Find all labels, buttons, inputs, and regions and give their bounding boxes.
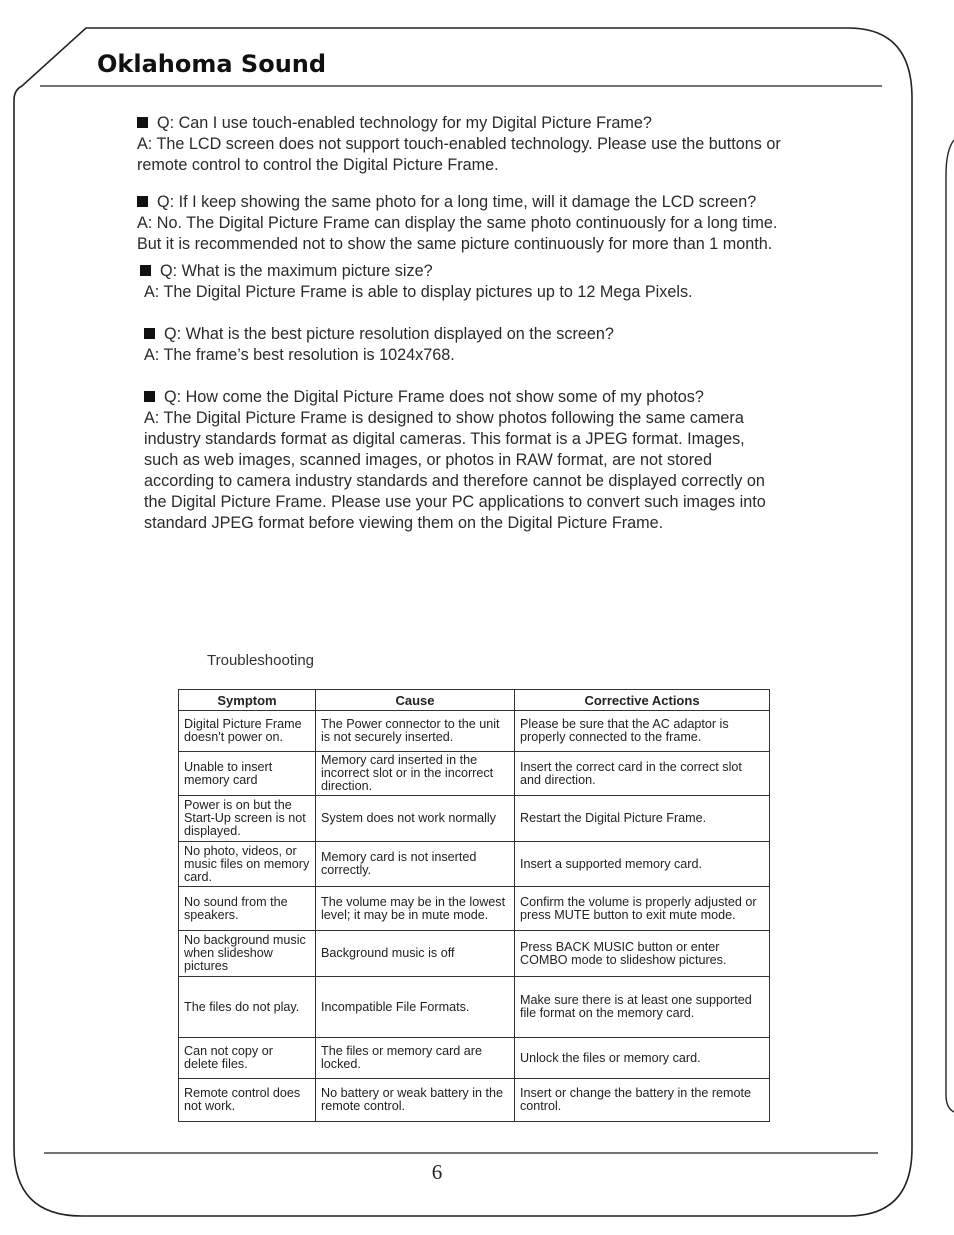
action-cell: Unlock the files or memory card. — [515, 1038, 770, 1079]
cause-cell: The files or memory card are locked. — [316, 1038, 515, 1079]
faq-item — [137, 113, 787, 176]
symptom-cell: Can not copy or delete files. — [179, 1038, 316, 1079]
table-row — [179, 752, 770, 796]
bullet-square-icon — [144, 328, 155, 339]
table-row — [179, 977, 770, 1038]
faq-answer: A: The Digital Picture Frame is designed to show photos following the same camera industry standards format as digital cameras. This format is a JPEG format. Images, such as web images, scanned images, or photos in RAW format, are not stored according to camera industry standards and therefore cannot be displayed correctly on the Digital Picture Frame. Please use your PC applications to convert such images into standard JPEG format before viewing them on the Digital Picture Frame. — [144, 409, 766, 532]
cause-cell: Memory card is not inserted correctly. — [316, 842, 515, 887]
faq-question: Q: If I keep showing the same photo for a long time, will it damage the LCD screen? — [137, 192, 787, 213]
column-header-corrective-actions: Corrective Actions — [515, 690, 770, 711]
action-cell: Insert a supported memory card. — [515, 842, 770, 887]
table-row — [179, 796, 770, 842]
faq-question: Q: What is the best picture resolution displayed on the screen? — [137, 324, 787, 345]
table-row — [179, 887, 770, 931]
action-cell: Press BACK MUSIC button or enter COMBO mode to slideshow pictures. — [515, 931, 770, 977]
page-number: 6 — [431, 1160, 443, 1184]
symptom-cell: The files do not play. — [179, 977, 316, 1038]
action-cell: Restart the Digital Picture Frame. — [515, 796, 770, 842]
column-header-symptom: Symptom — [179, 690, 316, 711]
symptom-cell: Unable to insert memory card — [179, 752, 316, 796]
faq-answer: A: The LCD screen does not support touch-enabled technology. Please use the buttons or remote control to control the Digital Picture Frame. — [137, 135, 781, 174]
faq-question: Q: How come the Digital Picture Frame does not show some of my photos? — [137, 387, 787, 408]
faq-item — [137, 387, 787, 534]
cause-cell: Memory card inserted in the incorrect slot or in the incorrect direction. — [316, 752, 515, 796]
faq-section — [137, 113, 787, 534]
table-row — [179, 1079, 770, 1122]
action-cell: Insert or change the battery in the remote control. — [515, 1079, 770, 1122]
symptom-cell: Digital Picture Frame doesn't power on. — [179, 711, 316, 752]
cause-cell: Background music is off — [316, 931, 515, 977]
cause-cell: Incompatible File Formats. — [316, 977, 515, 1038]
troubleshooting-title: Troubleshooting — [207, 652, 315, 669]
table-row — [179, 711, 770, 752]
cause-cell: The volume may be in the lowest level; it may be in mute mode. — [316, 887, 515, 931]
table-header-row — [179, 690, 770, 711]
bullet-square-icon — [137, 196, 148, 207]
cause-cell: System does not work normally — [316, 796, 515, 842]
symptom-cell: Remote control does not work. — [179, 1079, 316, 1122]
action-cell: Please be sure that the AC adaptor is properly connected to the frame. — [515, 711, 770, 752]
faq-item — [137, 192, 787, 255]
action-cell: Confirm the volume is properly adjusted or press MUTE button to exit mute mode. — [515, 887, 770, 931]
symptom-cell: No sound from the speakers. — [179, 887, 316, 931]
table-row — [179, 1038, 770, 1079]
brand-title: Oklahoma Sound — [97, 50, 327, 78]
bullet-square-icon — [144, 391, 155, 402]
faq-item — [137, 261, 787, 303]
cause-cell: The Power connector to the unit is not securely inserted. — [316, 711, 515, 752]
faq-answer: A: The frame’s best resolution is 1024x768. — [144, 346, 455, 364]
faq-item — [137, 324, 787, 366]
cause-cell: No battery or weak battery in the remote control. — [316, 1079, 515, 1122]
faq-answer: A: No. The Digital Picture Frame can display the same photo continuously for a long time. But it is recommended not to show the same picture continuously for more than 1 month. — [137, 214, 778, 253]
faq-question: Q: Can I use touch-enabled technology for my Digital Picture Frame? — [137, 113, 787, 134]
next-page-edge — [946, 140, 954, 1112]
table-row — [179, 931, 770, 977]
bullet-square-icon — [140, 265, 151, 276]
bullet-square-icon — [137, 117, 148, 128]
troubleshooting-table — [178, 689, 770, 1122]
column-header-cause: Cause — [316, 690, 515, 711]
table-row — [179, 842, 770, 887]
symptom-cell: Power is on but the Start-Up screen is not displayed. — [179, 796, 316, 842]
action-cell: Make sure there is at least one supported file format on the memory card. — [515, 977, 770, 1038]
faq-answer: A: The Digital Picture Frame is able to display pictures up to 12 Mega Pixels. — [144, 283, 693, 301]
symptom-cell: No photo, videos, or music files on memory card. — [179, 842, 316, 887]
action-cell: Insert the correct card in the correct slot and direction. — [515, 752, 770, 796]
faq-question: Q: What is the maximum picture size? — [137, 261, 787, 282]
symptom-cell: No background music when slideshow pictures — [179, 931, 316, 977]
